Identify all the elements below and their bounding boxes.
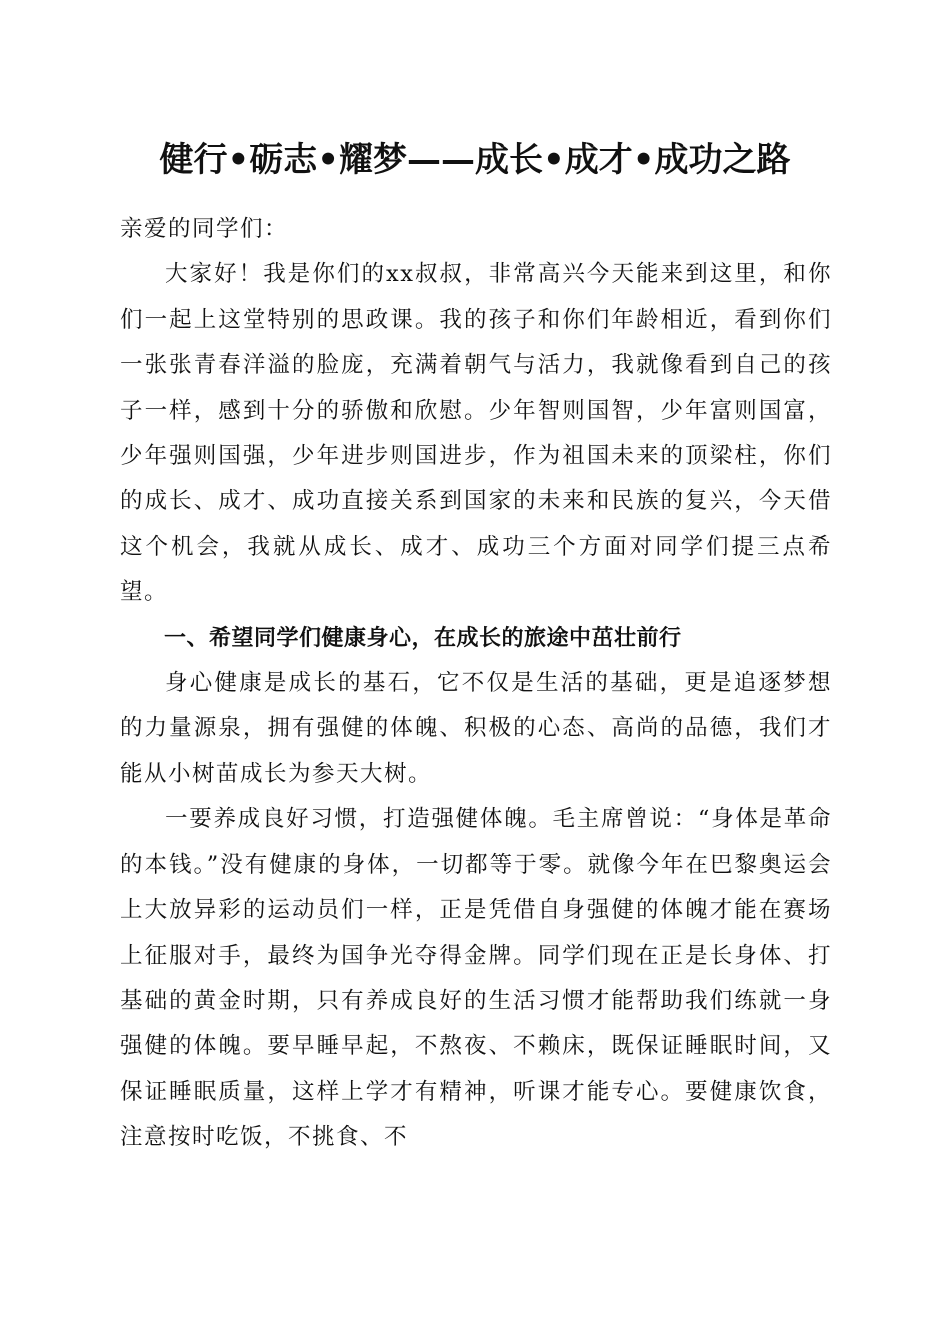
- section-paragraph-1: 身心健康是成长的基石，它不仅是生活的基础，更是追逐梦想的力量源泉，拥有强健的体魄、积极的心态、高尚的品德，我们才能从小树苗成长为参天大树。: [120, 670, 832, 787]
- salutation: 亲爱的同学们：: [120, 216, 289, 242]
- document-title: 健行•砺志•耀梦——成长•成才•成功之路: [159, 140, 791, 180]
- section-paragraph-2: 一要养成良好习惯，打造强健体魄。毛主席曾说：“身体是革命的本钱。”没有健康的身体，一切都等于零。就像今年在巴黎奥运会上大放异彩的运动员们一样，正是凭借自身强健的体魄才能在赛场上征服对手，最终为国争光夺得金牌。同学们现在正是长身体、打基础的黄金时期，只有养成良好的生活习惯才能帮助我们练就一身强健的体魄。要早睡早起，不熬夜、不赖床，既保证睡眠时间，又保证睡眠质量，这样上学才有精神，听课才能专心。要健康饮食，注意按时吃饭，不挑食、不: [120, 806, 832, 1151]
- document-body: [120, 207, 832, 1161]
- intro-paragraph: 大家好！我是你们的xx叔叔，非常高兴今天能来到这里，和你们一起上这堂特别的思政课。我的孩子和你们年龄相近，看到你们一张张青春洋溢的脸庞，充满着朝气与活力，我就像看到自己的孩子一样，感到十分的骄傲和欣慰。少年智则国智，少年富则国富，少年强则国强，少年进步则国进步，作为祖国未来的顶梁柱，你们的成长、成才、成功直接关系到国家的未来和民族的复兴，今天借这个机会，我就从成长、成才、成功三个方面对同学们提三点希望。: [120, 261, 832, 606]
- section-heading: 一、希望同学们健康身心，在成长的旅途中茁壮前行: [164, 625, 682, 651]
